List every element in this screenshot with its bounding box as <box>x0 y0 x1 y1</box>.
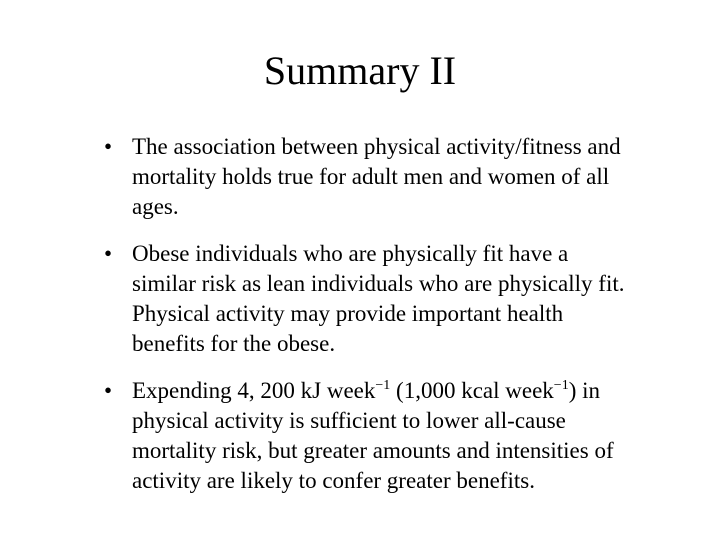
bullet-symbol: • <box>104 134 113 159</box>
bullet-symbol: • <box>104 378 113 403</box>
superscript-exponent: −1 <box>375 378 391 393</box>
slide-title: Summary II <box>263 48 457 93</box>
bullet-item <box>104 132 634 222</box>
bullet-symbol: • <box>104 241 113 266</box>
bullet-item <box>104 376 634 496</box>
bullet-text <box>132 378 614 493</box>
bullet-text-part: Expending 4, 200 kJ week <box>132 378 376 403</box>
bullet-text-part: (1,000 kcal week <box>390 378 554 403</box>
bullet-list <box>104 132 634 513</box>
bullet-text: Obese individuals who are physically fit have a similar risk as lean individuals who are physically fit. Physical activity may provide important health benefits for the obese. <box>132 241 625 356</box>
superscript-exponent: −1 <box>553 378 569 393</box>
bullet-item <box>104 239 634 359</box>
bullet-text-part: ) in physical activity is sufficient to lower all-cause mortality risk, but greater amounts and intensities of activity are likely to confer greater benefits. <box>132 378 614 493</box>
bullet-text: The association between physical activity/fitness and mortality holds true for adult men and women of all ages. <box>132 134 621 219</box>
